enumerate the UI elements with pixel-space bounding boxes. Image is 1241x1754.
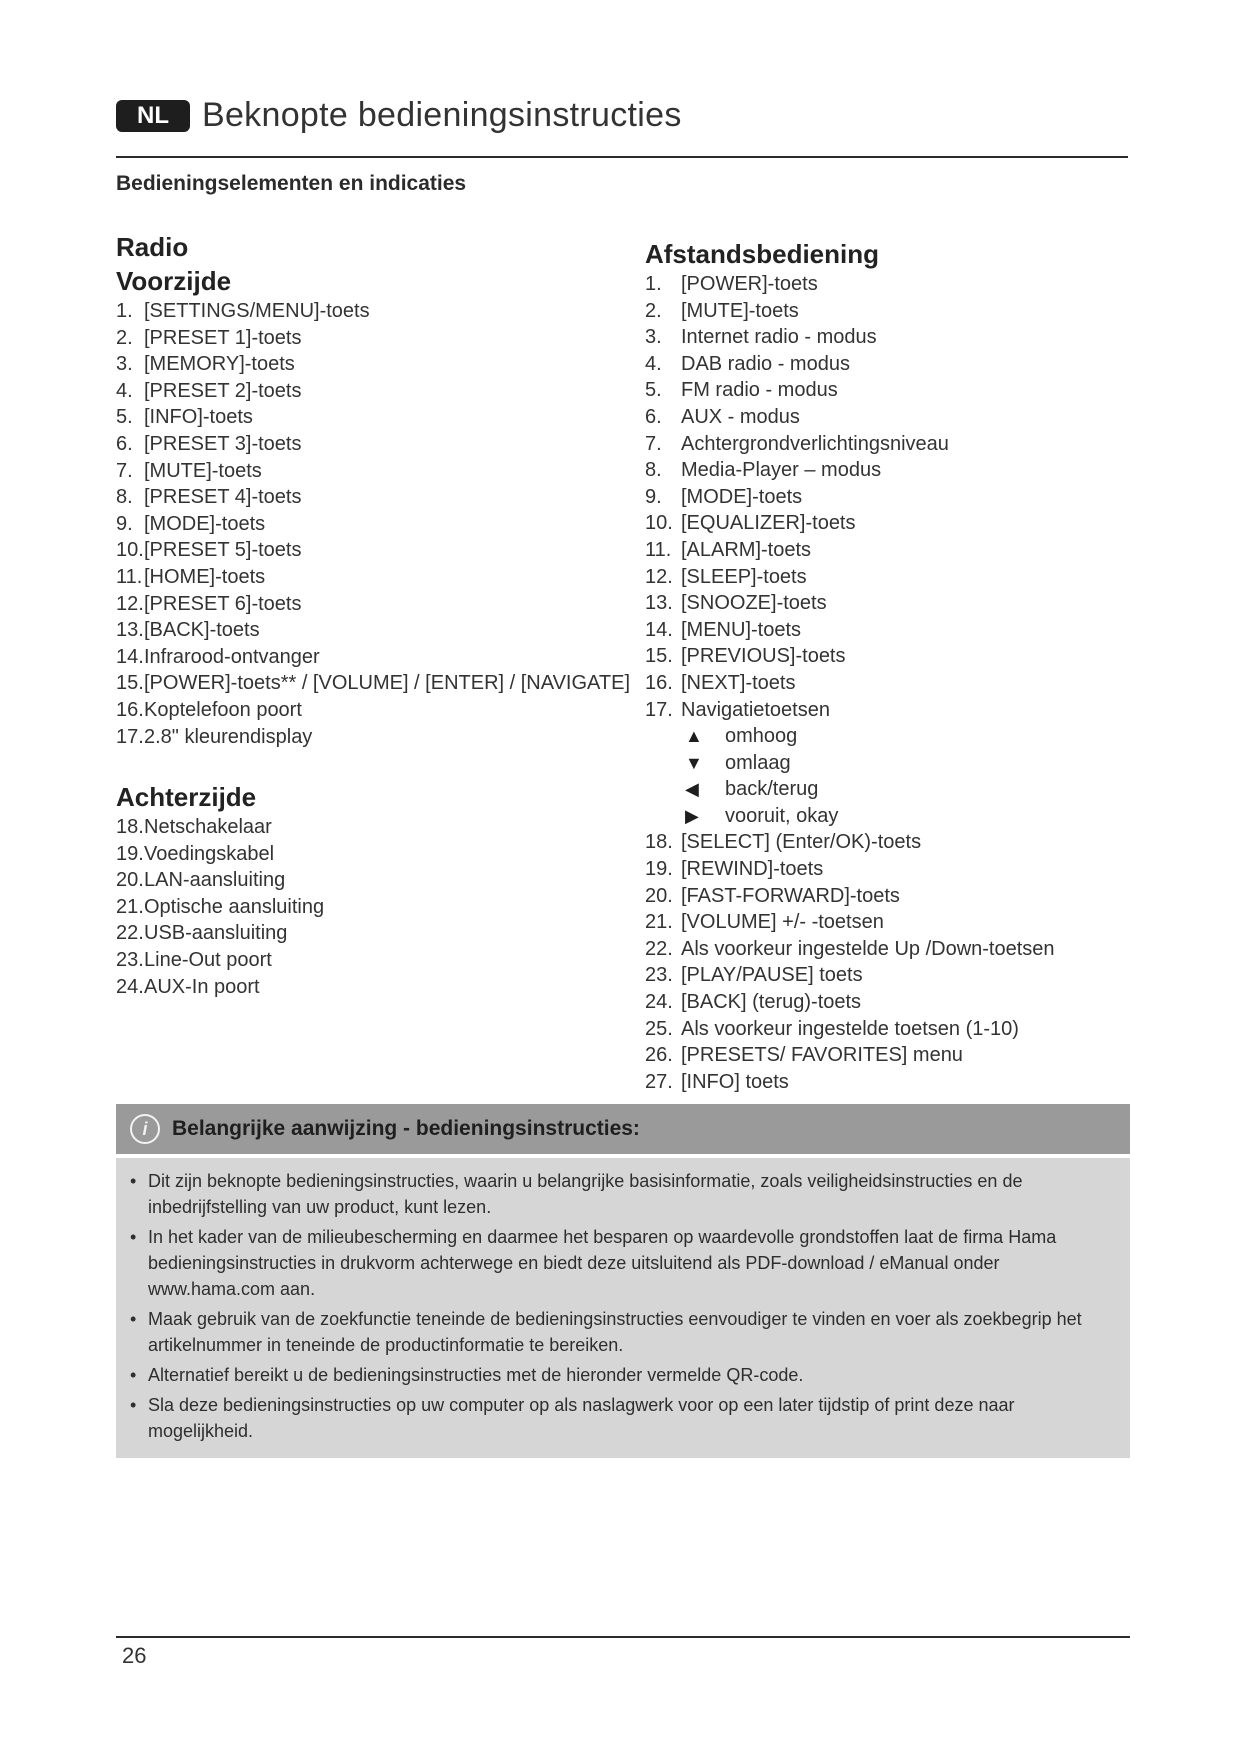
- item-number: 6.: [116, 432, 133, 455]
- item-number: 12.: [645, 565, 673, 588]
- item-number: 20.: [645, 884, 673, 907]
- note-bullet: • Dit zijn beknopte bedieningsinstructies, waarin u belangrijke basisinformatie, zoals veiligheidsinstructies en de inbedrijfstelling van uw product, kunt lezen.: [130, 1168, 1112, 1220]
- item-text: AUX-In poort: [144, 975, 260, 998]
- note-header: [116, 1104, 1130, 1154]
- list-item: [645, 351, 1125, 378]
- list-item: [645, 909, 1125, 936]
- item-number: 15.: [645, 645, 673, 668]
- item-text: [MODE]-toets: [144, 512, 266, 535]
- item-text: Navigatietoetsen: [681, 698, 830, 721]
- note-bullet-list: [130, 1168, 1112, 1444]
- list-item: [645, 271, 1125, 298]
- item-text: Achtergrondverlichtingsniveau: [681, 432, 949, 455]
- important-note: [116, 1104, 1130, 1458]
- item-text: 2.8" kleurendisplay: [144, 725, 313, 748]
- item-number: 25.: [645, 1017, 673, 1040]
- list-item: [116, 378, 636, 405]
- front-heading: Voorzijde: [116, 266, 232, 296]
- item-number: 18.: [645, 831, 673, 854]
- item-number: 3.: [116, 353, 133, 376]
- item-text: FM radio - modus: [681, 379, 838, 402]
- item-number: 24.: [645, 991, 673, 1014]
- item-number: 16.: [116, 698, 144, 721]
- nav-key-item: [685, 750, 1125, 777]
- item-text: [SLEEP]-toets: [681, 565, 807, 588]
- item-number: 11.: [645, 538, 672, 561]
- list-item: [116, 351, 636, 378]
- footer-rule: [116, 1636, 1130, 1638]
- list-item: [645, 457, 1125, 484]
- arrow-down-icon: ▼: [685, 752, 703, 773]
- item-text: [MUTE]-toets: [681, 299, 799, 322]
- note-bullet: • Sla deze bedieningsinstructies op uw computer op als naslagwerk voor op een later tijdstip of print deze naar mogelijkheid.: [130, 1392, 1112, 1444]
- note-body: [116, 1158, 1130, 1458]
- section-subtitle: Bedieningselementen en indicaties: [116, 172, 467, 195]
- item-number: 21.: [645, 911, 673, 934]
- item-text: [SNOOZE]-toets: [681, 592, 827, 615]
- item-number: 1.: [645, 273, 662, 295]
- arrow-up-icon: ▲: [685, 726, 703, 747]
- item-text: Media-Player – modus: [681, 459, 882, 482]
- nav-key-text: vooruit, okay: [725, 804, 839, 827]
- list-item: [645, 1069, 1125, 1096]
- list-item: [645, 989, 1125, 1016]
- radio-heading: Radio: [116, 232, 189, 262]
- item-text: [POWER]-toets** / [VOLUME] / [ENTER] / [NAVIGATE]: [144, 672, 631, 695]
- item-text: [BACK]-toets: [144, 619, 260, 642]
- list-item: [645, 829, 1125, 856]
- nav-key-text: omhoog: [725, 725, 798, 748]
- note-bullet: • Maak gebruik van de zoekfunctie teneinde de bedieningsinstructies eenvoudiger te vinden en voer als zoekbegrip het artikelnummer in teneinde de productinformatie te bereiken.: [130, 1306, 1112, 1358]
- list-item: [116, 670, 636, 697]
- item-text: [BACK] (terug)-toets: [681, 991, 862, 1014]
- item-number: 23.: [645, 964, 673, 987]
- item-text: [MENU]-toets: [681, 618, 802, 641]
- list-item: [116, 724, 636, 751]
- item-text: Als voorkeur ingestelde Up /Down-toetsen: [681, 937, 1055, 960]
- item-text: Line-Out poort: [144, 949, 272, 972]
- item-text: [PLAY/PAUSE] toets: [681, 964, 863, 987]
- list-item: [645, 431, 1125, 458]
- list-item: [116, 841, 636, 868]
- arrow-left-icon: ◀: [685, 779, 699, 800]
- list-item: [116, 458, 636, 485]
- item-number: 19.: [116, 842, 144, 865]
- navigation-keys-list: [645, 723, 1125, 829]
- item-number: 4.: [645, 352, 662, 375]
- item-text: DAB radio - modus: [681, 352, 850, 375]
- item-number: 14.: [116, 645, 144, 668]
- item-text: [REWIND]-toets: [681, 858, 824, 881]
- list-item: [116, 484, 636, 511]
- list-item: [116, 298, 636, 325]
- item-text: [POWER]-toets: [681, 273, 818, 295]
- item-text: Koptelefoon poort: [144, 698, 302, 721]
- list-item: [645, 883, 1125, 910]
- list-item: [645, 1016, 1125, 1043]
- item-text: [INFO]-toets: [144, 406, 253, 429]
- list-item: [116, 697, 636, 724]
- list-item: [116, 404, 636, 431]
- item-text: [PRESETS/ FAVORITES] menu: [681, 1044, 963, 1067]
- nav-key-item: [685, 776, 1125, 803]
- page-header: [116, 96, 1128, 158]
- item-text: Infrarood-ontvanger: [144, 645, 320, 668]
- note-bullet: • Alternatief bereikt u de bedieningsinstructies met de hieronder vermelde QR-code.: [130, 1362, 1112, 1388]
- item-text: [FAST-FORWARD]-toets: [681, 884, 900, 907]
- item-text: [SELECT] (Enter/OK)-toets: [681, 831, 922, 854]
- list-item: [116, 564, 636, 591]
- list-item: [645, 537, 1125, 564]
- list-item: [645, 404, 1125, 431]
- item-number: 24.: [116, 975, 144, 998]
- item-text: Netschakelaar: [144, 816, 272, 839]
- item-number: 11.: [116, 565, 143, 588]
- list-item: [116, 644, 636, 671]
- language-badge: NL: [116, 100, 190, 132]
- list-item: [645, 936, 1125, 963]
- item-text: AUX - modus: [681, 405, 800, 428]
- item-text: Optische aansluiting: [144, 895, 325, 918]
- item-text: [MUTE]-toets: [144, 459, 262, 482]
- list-item: [116, 617, 636, 644]
- arrow-right-icon: ▶: [685, 805, 699, 826]
- item-number: 17.: [116, 725, 144, 748]
- item-text: Voedingskabel: [144, 842, 275, 865]
- list-item: [645, 510, 1125, 537]
- list-item: [116, 537, 636, 564]
- item-number: 22.: [645, 937, 673, 960]
- item-number: 17.: [645, 698, 673, 721]
- info-icon: i: [130, 1114, 160, 1144]
- item-number: 19.: [645, 858, 673, 881]
- item-text: Als voorkeur ingestelde toetsen (1-10): [681, 1017, 1019, 1040]
- remote-column: [645, 237, 1125, 1095]
- item-number: 5.: [645, 379, 662, 402]
- list-item: [645, 1042, 1125, 1069]
- item-text: [NEXT]-toets: [681, 671, 796, 694]
- item-number: 2.: [116, 326, 133, 349]
- item-text: [PRESET 6]-toets: [144, 592, 302, 615]
- list-item: [116, 974, 636, 1001]
- item-number: 21.: [116, 895, 144, 918]
- radio-column: [116, 230, 636, 1000]
- item-text: [PRESET 3]-toets: [144, 432, 302, 455]
- item-number: 16.: [645, 671, 673, 694]
- item-text: [ALARM]-toets: [681, 538, 812, 561]
- item-text: [PRESET 4]-toets: [144, 486, 302, 509]
- item-number: 1.: [116, 300, 133, 322]
- note-bullet: • In het kader van de milieubescherming en daarmee het besparen op waardevolle grondstoffen laat de firma Hama bedieningsinstructies in drukvorm achterwege en biedt deze uitsluitend als PDF-download / eManual onder www.hama.com aan.: [130, 1224, 1112, 1302]
- nav-key-item: [685, 803, 1125, 830]
- list-item: [116, 894, 636, 921]
- list-item: [116, 814, 636, 841]
- list-item: [645, 590, 1125, 617]
- item-number: 27.: [645, 1070, 673, 1093]
- list-item: [116, 591, 636, 618]
- list-item: [645, 962, 1125, 989]
- item-text: [PRESET 2]-toets: [144, 379, 302, 402]
- item-number: 20.: [116, 869, 144, 892]
- item-text: [MODE]-toets: [681, 485, 803, 508]
- list-item: [116, 511, 636, 538]
- item-number: 13.: [645, 592, 673, 615]
- item-number: 22.: [116, 922, 144, 945]
- item-number: 10.: [645, 512, 673, 535]
- nav-key-text: omlaag: [725, 751, 791, 774]
- item-number: 8.: [116, 486, 133, 509]
- list-item: [645, 324, 1125, 351]
- list-item: [116, 947, 636, 974]
- item-text: [VOLUME] +/- -toetsen: [681, 911, 884, 934]
- remote-list-continued: [645, 829, 1125, 1095]
- item-number: 7.: [116, 459, 133, 482]
- note-title: Belangrijke aanwijzing - bedieningsinstructies:: [172, 1117, 640, 1140]
- list-item: [645, 377, 1125, 404]
- item-text: [MEMORY]-toets: [144, 353, 295, 376]
- list-item: [645, 856, 1125, 883]
- back-list: [116, 814, 636, 1000]
- list-item: [645, 484, 1125, 511]
- item-number: 6.: [645, 405, 662, 428]
- item-number: 15.: [116, 672, 144, 695]
- item-number: 3.: [645, 326, 662, 349]
- item-text: [EQUALIZER]-toets: [681, 512, 856, 535]
- item-number: 2.: [645, 299, 662, 322]
- item-number: 9.: [645, 485, 662, 508]
- item-text: Internet radio - modus: [681, 326, 877, 349]
- item-text: [PRESET 1]-toets: [144, 326, 302, 349]
- item-number: 9.: [116, 512, 133, 535]
- list-item: [116, 867, 636, 894]
- list-item: [116, 325, 636, 352]
- remote-heading: Afstandsbediening: [645, 239, 880, 269]
- list-item: [645, 643, 1125, 670]
- item-text: [PREVIOUS]-toets: [681, 645, 846, 668]
- page-title: Beknopte bedieningsinstructies: [202, 96, 682, 134]
- item-text: [PRESET 5]-toets: [144, 539, 302, 562]
- item-number: 26.: [645, 1044, 673, 1067]
- item-number: 7.: [645, 432, 662, 455]
- list-item: [645, 298, 1125, 325]
- list-item: [645, 617, 1125, 644]
- item-number: 13.: [116, 619, 144, 642]
- item-text: USB-aansluiting: [144, 922, 288, 945]
- item-number: 5.: [116, 406, 133, 429]
- back-heading: Achterzijde: [116, 782, 257, 813]
- item-text: LAN-aansluiting: [144, 869, 286, 892]
- nav-key-item: [685, 723, 1125, 750]
- list-item: [645, 670, 1125, 697]
- item-text: [SETTINGS/MENU]-toets: [144, 300, 370, 322]
- list-item: [116, 431, 636, 458]
- item-text: [HOME]-toets: [144, 565, 266, 588]
- nav-key-text: back/terug: [725, 778, 819, 801]
- item-number: 14.: [645, 618, 673, 641]
- front-list: [116, 298, 636, 750]
- item-number: 23.: [116, 949, 144, 972]
- list-item: [645, 564, 1125, 591]
- page-number: 26: [122, 1643, 147, 1668]
- remote-list: [645, 271, 1125, 723]
- item-number: 12.: [116, 592, 144, 615]
- item-number: 10.: [116, 539, 144, 562]
- item-number: 4.: [116, 379, 133, 402]
- item-number: 8.: [645, 459, 662, 482]
- list-item: [645, 697, 1125, 724]
- item-number: 18.: [116, 816, 144, 839]
- item-text: [INFO] toets: [681, 1070, 789, 1093]
- list-item: [116, 920, 636, 947]
